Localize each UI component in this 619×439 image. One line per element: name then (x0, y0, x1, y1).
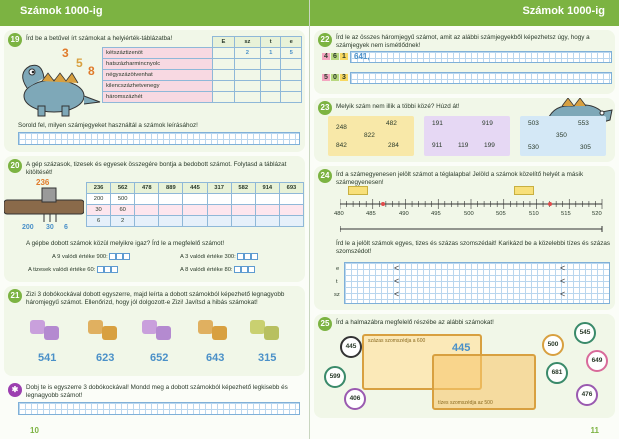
group-number[interactable]: 503 (528, 120, 539, 127)
exercise-number: 22 (318, 33, 332, 47)
cell: 6 (87, 216, 111, 227)
answer-box[interactable] (104, 266, 111, 273)
group-number[interactable]: 248 (336, 124, 347, 131)
group-number[interactable]: 199 (484, 142, 495, 149)
exercise-20-question: A gépbe dobott számok közül melyikre igaz? Írd le a megfelelő számot! (26, 240, 225, 247)
exercise-19 (4, 30, 305, 152)
answer-box[interactable] (248, 266, 255, 273)
table-row (87, 216, 304, 227)
table-row (103, 59, 302, 70)
cell[interactable] (135, 216, 159, 227)
column-header: sz (234, 37, 260, 48)
deco-number: 236 (36, 178, 50, 187)
answer-grid[interactable] (350, 51, 612, 63)
answer-box[interactable] (97, 266, 104, 273)
exercise-number: 25 (318, 317, 332, 331)
header-cell: 445 (183, 183, 207, 194)
axis-label: 520 (592, 211, 602, 217)
table-row (103, 70, 302, 81)
number-group (328, 116, 414, 156)
exercise-20 (4, 156, 305, 282)
question-item-text: A 9 valódi értéke 900: (52, 254, 108, 261)
row-label: kétszáztizenöt (103, 48, 213, 59)
row-label: sz (334, 292, 340, 298)
table-row (103, 48, 302, 59)
right-page (310, 0, 619, 439)
cell[interactable] (261, 59, 281, 70)
deco-part: 30 (46, 224, 54, 231)
answer-box[interactable] (348, 186, 368, 195)
digit-card: 6 (331, 53, 339, 60)
cell: 500 (111, 194, 135, 205)
die-icon (156, 326, 171, 340)
table-row (103, 81, 302, 92)
digit-card: 0 (331, 74, 339, 81)
left-header (0, 0, 309, 26)
cell: 2 (111, 216, 135, 227)
header-cell: 889 (159, 183, 183, 194)
group-number[interactable]: 919 (482, 120, 493, 127)
answer-box[interactable] (116, 253, 123, 260)
cell[interactable] (279, 194, 303, 205)
answer-box[interactable] (237, 253, 244, 260)
answer-box[interactable] (234, 266, 241, 273)
exercise-number: 20 (8, 159, 22, 173)
exercise-22 (314, 30, 615, 94)
cell[interactable]: 5 (281, 48, 302, 59)
cell[interactable] (183, 194, 207, 205)
cell[interactable] (234, 81, 260, 92)
deco-part: 200 (22, 224, 34, 231)
cell[interactable] (159, 216, 183, 227)
axis-label: 510 (529, 211, 539, 217)
number-group (520, 116, 606, 156)
cell[interactable] (255, 194, 279, 205)
cell[interactable] (135, 194, 159, 205)
cell[interactable] (135, 205, 159, 216)
deco-digit: 5 (76, 56, 83, 70)
cell[interactable]: 1 (261, 48, 281, 59)
exercise-number: 24 (318, 169, 332, 183)
exercise-21 (4, 286, 305, 376)
question-item (180, 253, 258, 262)
axis-label: 500 (464, 211, 474, 217)
cell[interactable] (279, 216, 303, 227)
cell[interactable] (281, 92, 302, 103)
number-flower[interactable]: 681 (546, 362, 568, 384)
number-flower[interactable]: 500 (542, 334, 564, 356)
cell: 30 (87, 205, 111, 216)
number-flower[interactable]: 445 (340, 336, 362, 358)
answer-box[interactable] (251, 253, 258, 260)
header-cell: 478 (135, 183, 159, 194)
column-header: e (281, 37, 302, 48)
row-label: háromszázhét (103, 92, 213, 103)
venn-set-b[interactable] (432, 354, 536, 410)
digit-set-1 (322, 53, 348, 60)
question-item-text: A 8 valódi értéke 80: (180, 267, 233, 274)
header-cell: 693 (279, 183, 303, 194)
cell[interactable] (207, 216, 231, 227)
table-header-row (103, 37, 302, 48)
cell[interactable] (213, 59, 235, 70)
group-number[interactable]: 191 (432, 120, 443, 127)
answer-box[interactable] (514, 186, 534, 195)
cell[interactable] (213, 81, 235, 92)
cell[interactable] (213, 92, 235, 103)
cell[interactable] (159, 205, 183, 216)
group-number[interactable]: 911 (432, 142, 443, 149)
die-icon (142, 320, 157, 334)
right-header-title: Számok 1000-ig (522, 5, 605, 17)
number-flower[interactable]: 545 (574, 322, 596, 344)
exercise-21-instruction: Zizi 3 dobókockával dobott egyszerre, majd leírta a dobott számokból képezhető legnagyobb háromjegyű számot. Ellenőrizd, hogy jól dolgozott-e Zizi! Javítsd a hibás számokat! (26, 291, 285, 306)
marker-dot (381, 202, 385, 206)
axis-label: 515 (561, 211, 571, 217)
answer-box[interactable] (244, 253, 251, 260)
exercise-number: 23 (318, 101, 332, 115)
second-number-line[interactable] (340, 224, 604, 234)
right-header (310, 0, 619, 26)
exercise-20-instruction: A gép százasok, tizesek és egyesek összegére bontja a bedobott számot. Folytasd a táblázat kitöltését! (26, 161, 287, 176)
exercise-25 (314, 314, 615, 418)
cell[interactable] (231, 216, 255, 227)
header-cell: 914 (255, 183, 279, 194)
number-flower[interactable]: 476 (576, 384, 598, 406)
exercise-23 (314, 98, 615, 162)
less-than-signs: < < < (394, 263, 400, 299)
cell[interactable] (213, 70, 235, 81)
answer-grid[interactable] (18, 402, 300, 415)
cell[interactable] (231, 194, 255, 205)
table-row (87, 205, 304, 216)
group-number[interactable]: 284 (388, 142, 399, 149)
marker-dot (548, 202, 552, 206)
decomposition-table (86, 182, 304, 227)
dice-number: 643 (206, 352, 225, 364)
row-label: négyszázötvenhat (103, 70, 213, 81)
row-label: hatszázharmincnyolc (103, 59, 213, 70)
set-a-label: százas szomszédja a 600 (368, 338, 426, 344)
group-number[interactable]: 305 (580, 144, 591, 151)
cell[interactable] (255, 216, 279, 227)
question-item-text: A 3 valódi értéke 300: (180, 254, 236, 261)
answer-grid[interactable] (350, 72, 612, 84)
table-row (103, 92, 302, 103)
die-icon (212, 326, 227, 340)
axis-label: 480 (334, 211, 344, 217)
cell[interactable] (261, 92, 281, 103)
cell[interactable] (234, 92, 260, 103)
answer-grid[interactable] (18, 132, 300, 145)
cell[interactable] (183, 216, 207, 227)
group-number[interactable]: 822 (364, 132, 375, 139)
cell[interactable] (281, 70, 302, 81)
cell[interactable] (234, 70, 260, 81)
dice-number: 541 (38, 352, 57, 364)
question-item (28, 266, 118, 275)
number-group (424, 116, 510, 156)
group-number[interactable]: 553 (578, 120, 589, 127)
place-value-table (102, 36, 302, 103)
page-number-left: 10 (30, 426, 39, 435)
deco-digit: 8 (88, 64, 95, 78)
left-page (0, 0, 309, 439)
answer-box[interactable] (123, 253, 130, 260)
cell[interactable] (207, 205, 231, 216)
row-label: t (336, 279, 338, 285)
cell: 60 (111, 205, 135, 216)
group-number[interactable]: 350 (556, 132, 567, 139)
question-item (52, 253, 130, 262)
left-header-title: Számok 1000-ig (20, 5, 103, 17)
exercise-22-instruction: Írd le az összes háromjegyű számot, amit az alábbi számjegyekből képezhetsz úgy, hogy a számjegyek nem ismétlődnek! (336, 34, 590, 49)
exercise-24-sub-instruction: Írd le a jelölt számok egyes, tizes és százas szomszédait! Karikázd be a közelebbi tízes és százas szomszédot! (336, 240, 611, 255)
cell[interactable] (213, 48, 235, 59)
die-icon (250, 320, 265, 334)
question-item-text: A tizesek valódi értéke 60: (28, 267, 96, 274)
table-row (87, 194, 304, 205)
exercise-25-instruction: Írd a halmazábra megfelelő részébe az alábbi számokat! (336, 319, 494, 326)
number-line-ticks (340, 199, 602, 209)
exercise-19-followup: Sorold fel, milyen számjegyeket használtál a számok leírásához! (18, 122, 198, 129)
cell[interactable] (183, 205, 207, 216)
digit-card: 5 (322, 74, 330, 81)
question-item (180, 266, 255, 275)
group-number[interactable]: 530 (528, 144, 539, 151)
row-label: e (336, 266, 340, 272)
star-icon: ✱ (8, 383, 22, 397)
answer-box[interactable] (241, 266, 248, 273)
header-cell: 562 (111, 183, 135, 194)
number-flower[interactable]: 406 (344, 388, 366, 410)
die-icon (264, 326, 279, 340)
axis-label: 485 (366, 211, 376, 217)
exercise-21b (4, 380, 305, 418)
axis-label: 505 (496, 211, 506, 217)
group-number[interactable]: 119 (458, 142, 469, 149)
number-flower[interactable]: 649 (586, 350, 608, 372)
placed-number: 445 (452, 342, 471, 354)
column-header: E (213, 37, 235, 48)
die-icon (102, 326, 117, 340)
group-number[interactable]: 482 (386, 120, 397, 127)
cell[interactable] (207, 194, 231, 205)
dice-number: 315 (258, 352, 277, 364)
number-flower[interactable]: 599 (324, 366, 346, 388)
cell[interactable] (279, 205, 303, 216)
page-number-right: 11 (590, 426, 599, 435)
cell: 200 (87, 194, 111, 205)
exercise-24-instruction: Írd a számegyenesen jelölt számot a téglalapba! Jelöld a számok közelítő helyét a másik számegyenesen! (336, 171, 584, 186)
group-number[interactable]: 842 (336, 142, 347, 149)
example-answer: 641, (354, 52, 370, 61)
row-label: kilencszázhetvenegy (103, 81, 213, 92)
die-icon (44, 326, 59, 340)
cell[interactable]: 2 (234, 48, 260, 59)
exercise-number: 21 (8, 289, 22, 303)
exercise-23-instruction: Melyik szám nem illik a többi közé? Húzd át! (336, 103, 460, 110)
header-cell: 317 (207, 183, 231, 194)
exercise-24 (314, 166, 615, 310)
axis-label: 495 (431, 211, 441, 217)
set-b-label: tízes szomszédja az 500 (438, 400, 493, 406)
header-cell: 236 (87, 183, 111, 194)
digit-card: 4 (322, 53, 330, 60)
exercise-21b-instruction: Dobj te is egyszerre 3 dobókockával! Mondd meg a dobott számokból képezhető legkisebb és legnagyobb számot! (26, 384, 288, 399)
cell[interactable] (261, 81, 281, 92)
cell[interactable] (255, 205, 279, 216)
die-icon (30, 320, 45, 334)
cell[interactable] (261, 70, 281, 81)
cell[interactable] (234, 59, 260, 70)
answer-box[interactable] (109, 253, 116, 260)
deco-part: 6 (64, 224, 68, 231)
digit-card: 1 (340, 53, 348, 60)
table-header-row (87, 183, 304, 194)
die-icon (198, 320, 213, 334)
dice-number: 623 (96, 352, 115, 364)
column-header: t (261, 37, 281, 48)
deco-digit: 3 (62, 46, 69, 60)
cell[interactable] (231, 205, 255, 216)
die-icon (88, 320, 103, 334)
exercise-number: 19 (8, 33, 22, 47)
header-cell: 582 (231, 183, 255, 194)
answer-box[interactable] (111, 266, 118, 273)
less-than-signs: < < < (560, 263, 566, 299)
cell[interactable] (159, 194, 183, 205)
answer-grid[interactable] (344, 262, 610, 304)
digit-card: 3 (340, 74, 348, 81)
digit-set-2 (322, 74, 348, 81)
cell[interactable] (281, 81, 302, 92)
dice-number: 652 (150, 352, 169, 364)
cell[interactable] (281, 59, 302, 70)
exercise-19-instruction: Írd be a betűvel írt számokat a helyiérték-táblázatba! (26, 35, 173, 42)
axis-label: 490 (399, 211, 409, 217)
dinosaur-illustration (12, 48, 102, 118)
